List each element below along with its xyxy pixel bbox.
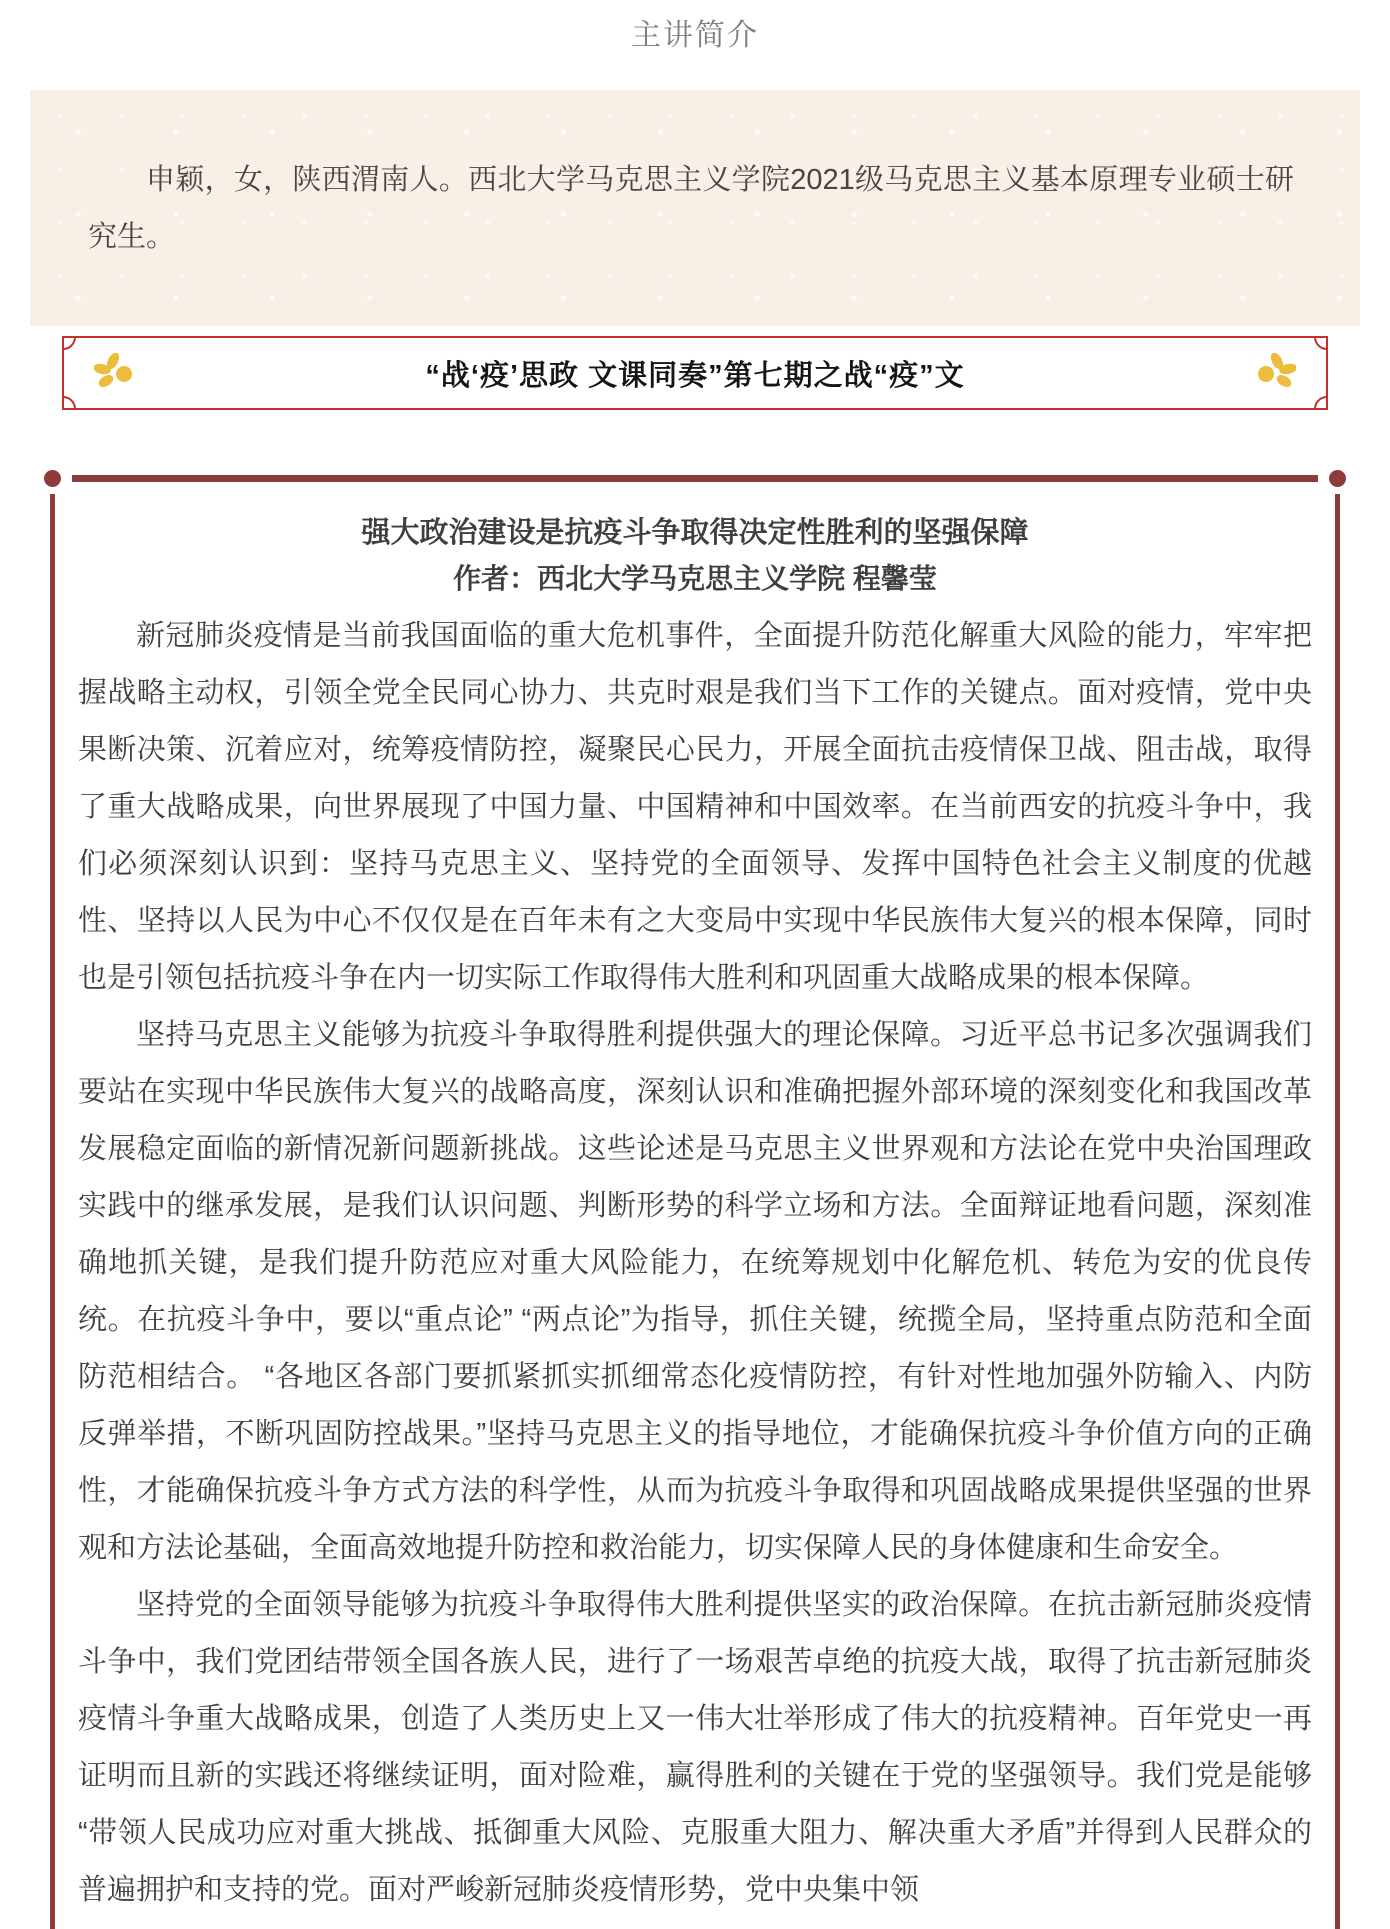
speaker-intro-text: 申颖，女，陕西渭南人。西北大学马克思主义学院2021级马克思主义基本原理专业硕士研究生。: [88, 164, 1294, 253]
frame-dot-icon: [1329, 470, 1346, 487]
frame-left-border: [50, 494, 55, 1929]
series-banner: [62, 336, 1328, 410]
frame-right-border: [1335, 494, 1340, 1929]
essay-frame: [50, 462, 1340, 1919]
banner-corner-notch: [1314, 396, 1328, 410]
banner-corner-notch: [1314, 336, 1328, 350]
essay-paragraph: 坚持马克思主义能够为抗疫斗争取得胜利提供强大的理论保障。习近平总书记多次强调我们要站在实现中华民族伟大复兴的战略高度，深刻认识和准确把握外部环境的深刻变化和我国改革发展稳定面临的新情况新问题新挑战。这些论述是马克思主义世界观和方法论在党中央治国理政实践中的继承发展，是我们认识问题、判断形势的科学立场和方法。全面辩证地看问题，深刻准确地抓关键，是我们提升防范应对重大风险能力，在统筹规划中化解危机、转危为安的优良传统。在抗疫斗争中，要以“重点论” “两点论”为指导，抓住关键，统揽全局，坚持重点防范和全面防范相结合。 “各地区各部门要抓紧抓实抓细常态化疫情防控，有针对性地加强外防输入、内防反弹举措，不断巩固防控战果。”坚持马克思主义的指导地位，才能确保抗疫斗争价值方向的正确性，才能确保抗疫斗争方式方法的科学性，从而为抗疫斗争取得和巩固战略成果提供坚强的世界观和方法论基础，全面高效地提升防控和救治能力，切实保障人民的身体健康和生命安全。: [78, 1019, 1312, 1564]
speaker-intro-box: [30, 90, 1360, 326]
gold-flower-icon: [94, 353, 136, 393]
essay-body: [78, 608, 1312, 1919]
essay-byline: 作者：西北大学马克思主义学院 程馨莹: [453, 563, 937, 594]
page-title: 主讲简介: [631, 19, 759, 52]
banner-corner-notch: [62, 396, 76, 410]
frame-dot-icon: [44, 470, 61, 487]
gold-flower-icon: [1254, 353, 1296, 393]
essay-paragraph: 新冠肺炎疫情是当前我国面临的重大危机事件，全面提升防范化解重大风险的能力，牢牢把握战略主动权，引领全党全民同心协力、共克时艰是我们当下工作的关键点。面对疫情，党中央果断决策、沉着应对，统筹疫情防控，凝聚民心民力，开展全面抗击疫情保卫战、阻击战，取得了重大战略成果，向世界展现了中国力量、中国精神和中国效率。在当前西安的抗疫斗争中，我们必须深刻认识到：坚持马克思主义、坚持党的全面领导、发挥中国特色社会主义制度的优越性、坚持以人民为中心不仅仅是在百年未有之大变局中实现中华民族伟大复兴的根本保障，同时也是引领包括抗疫斗争在内一切实际工作取得伟大胜利和巩固重大战略成果的根本保障。: [78, 620, 1312, 994]
banner-corner-notch: [62, 336, 76, 350]
essay-title: 强大政治建设是抗疫斗争取得决定性胜利的坚强保障: [361, 517, 1029, 549]
frame-top-bar: [72, 475, 1318, 482]
essay-paragraph: 坚持党的全面领导能够为抗疫斗争取得伟大胜利提供坚实的政治保障。在抗击新冠肺炎疫情斗争中，我们党团结带领全国各族人民，进行了一场艰苦卓绝的抗疫大战，取得了抗击新冠肺炎疫情斗争重大战略成果，创造了人类历史上又一伟大壮举形成了伟大的抗疫精神。百年党史一再证明而且新的实践还将继续证明，面对险难，赢得胜利的关键在于党的坚强领导。我们党是能够“带领人民成功应对重大挑战、抵御重大风险、克服重大阻力、解决重大矛盾”并得到人民群众的普遍拥护和支持的党。面对严峻新冠肺炎疫情形势，党中央集中领: [78, 1589, 1312, 1906]
series-banner-title: “战‘疫’思政 文课同奏”第七期之战“疫”文: [425, 359, 965, 392]
